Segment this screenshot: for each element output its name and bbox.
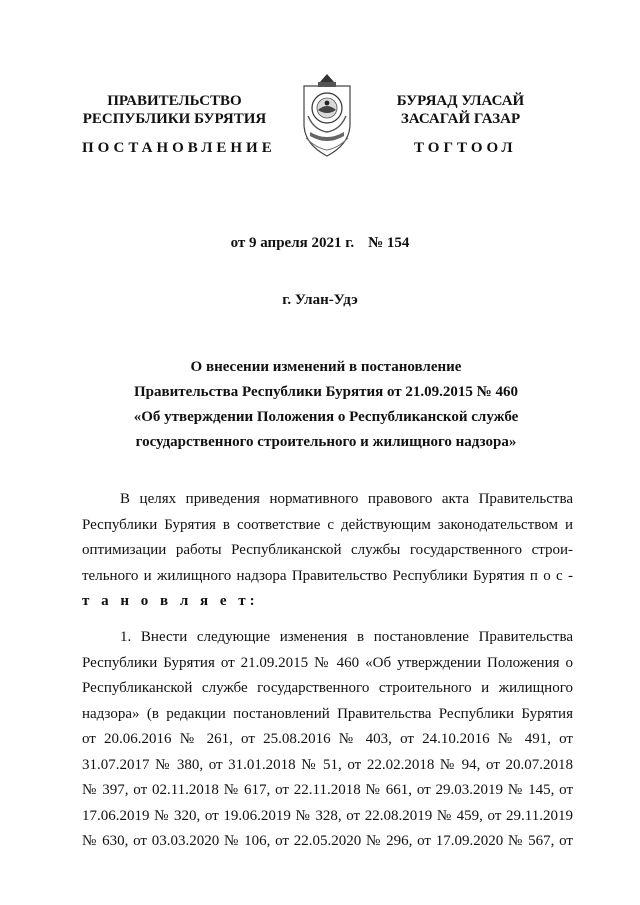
item-1-paragraph [82, 625, 573, 855]
header-left-authority [82, 92, 267, 128]
item-1-line: от 20.06.2016 № 261, от 25.08.2016 № 403, от 24.10.2016 № 491, от [82, 731, 573, 747]
item-1-line: Республиканской службе государственного строительного и жилищного [82, 680, 573, 696]
title-line: О внесении изменений в постановление [190, 359, 462, 375]
title-line: Правительства Республики Бурятия от 21.09.2015 № 460 [133, 384, 518, 400]
title-line: государственного строительного и жилищного надзора» [135, 434, 517, 450]
item-1-line: Республики Бурятия от 21.09.2015 № 460 «Об утверждении Положения о [82, 654, 573, 671]
preamble-line: оптимизации работы Республиканской службы государственного строи- [82, 542, 573, 558]
document-date: от 9 апреля 2021 г. [230, 235, 355, 251]
item-1-line: надзора» (в редакции постановлений Правительства Республики Бурятия [82, 705, 573, 722]
preamble-line: Республики Бурятия в соответствие с действующим законодательством и [82, 516, 573, 533]
header-right-authority [378, 92, 543, 128]
item-1-line: № 397, от 02.11.2018 № 617, от 22.11.2018 № 661, от 29.03.2019 № 145, от [82, 782, 573, 798]
item-1-line: 1. Внести следующие изменения в постановление Правительства [120, 629, 573, 645]
document-type-ru: ПОСТАНОВЛЕНИЕ [82, 140, 276, 156]
header-right-line: БУРЯАД УЛАСАЙ [396, 93, 525, 109]
resolve-word: т а н о в л я е т: [82, 593, 259, 609]
item-1-line: 17.06.2019 № 320, от 19.06.2019 № 328, от 22.08.2019 № 459, от 29.11.2019 [82, 807, 573, 824]
header-right-line: ЗАСАГАЙ ГАЗАР [400, 111, 521, 127]
header-left-line: ПРАВИТЕЛЬСТВО [107, 93, 242, 109]
title-line: «Об утверждении Положения о Республиканской службе [133, 409, 519, 425]
header-left-line: РЕСПУБЛИКИ БУРЯТИЯ [82, 111, 267, 127]
document-city: г. Улан-Удэ [282, 292, 358, 308]
item-1-line: № 630, от 03.03.2020 № 106, от 22.05.2020 № 296, от 17.09.2020 № 567, от [82, 833, 573, 849]
document-title [82, 355, 570, 455]
document-date-line [0, 235, 640, 252]
preamble-paragraph [82, 487, 573, 615]
buryatia-coat-of-arms-icon [294, 72, 360, 158]
document-number: № 154 [368, 235, 410, 251]
item-1-line: 31.07.2017 № 380, от 31.01.2018 № 51, от 22.02.2018 № 94, от 20.07.2018 [82, 756, 573, 773]
preamble-line: тельного и жилищного надзора Правительство Республики Бурятия п о с - [82, 567, 573, 584]
document-type-bua: ТОГТООЛ [414, 140, 517, 156]
preamble-line: В целях приведения нормативного правового акта Правительства [120, 491, 573, 507]
